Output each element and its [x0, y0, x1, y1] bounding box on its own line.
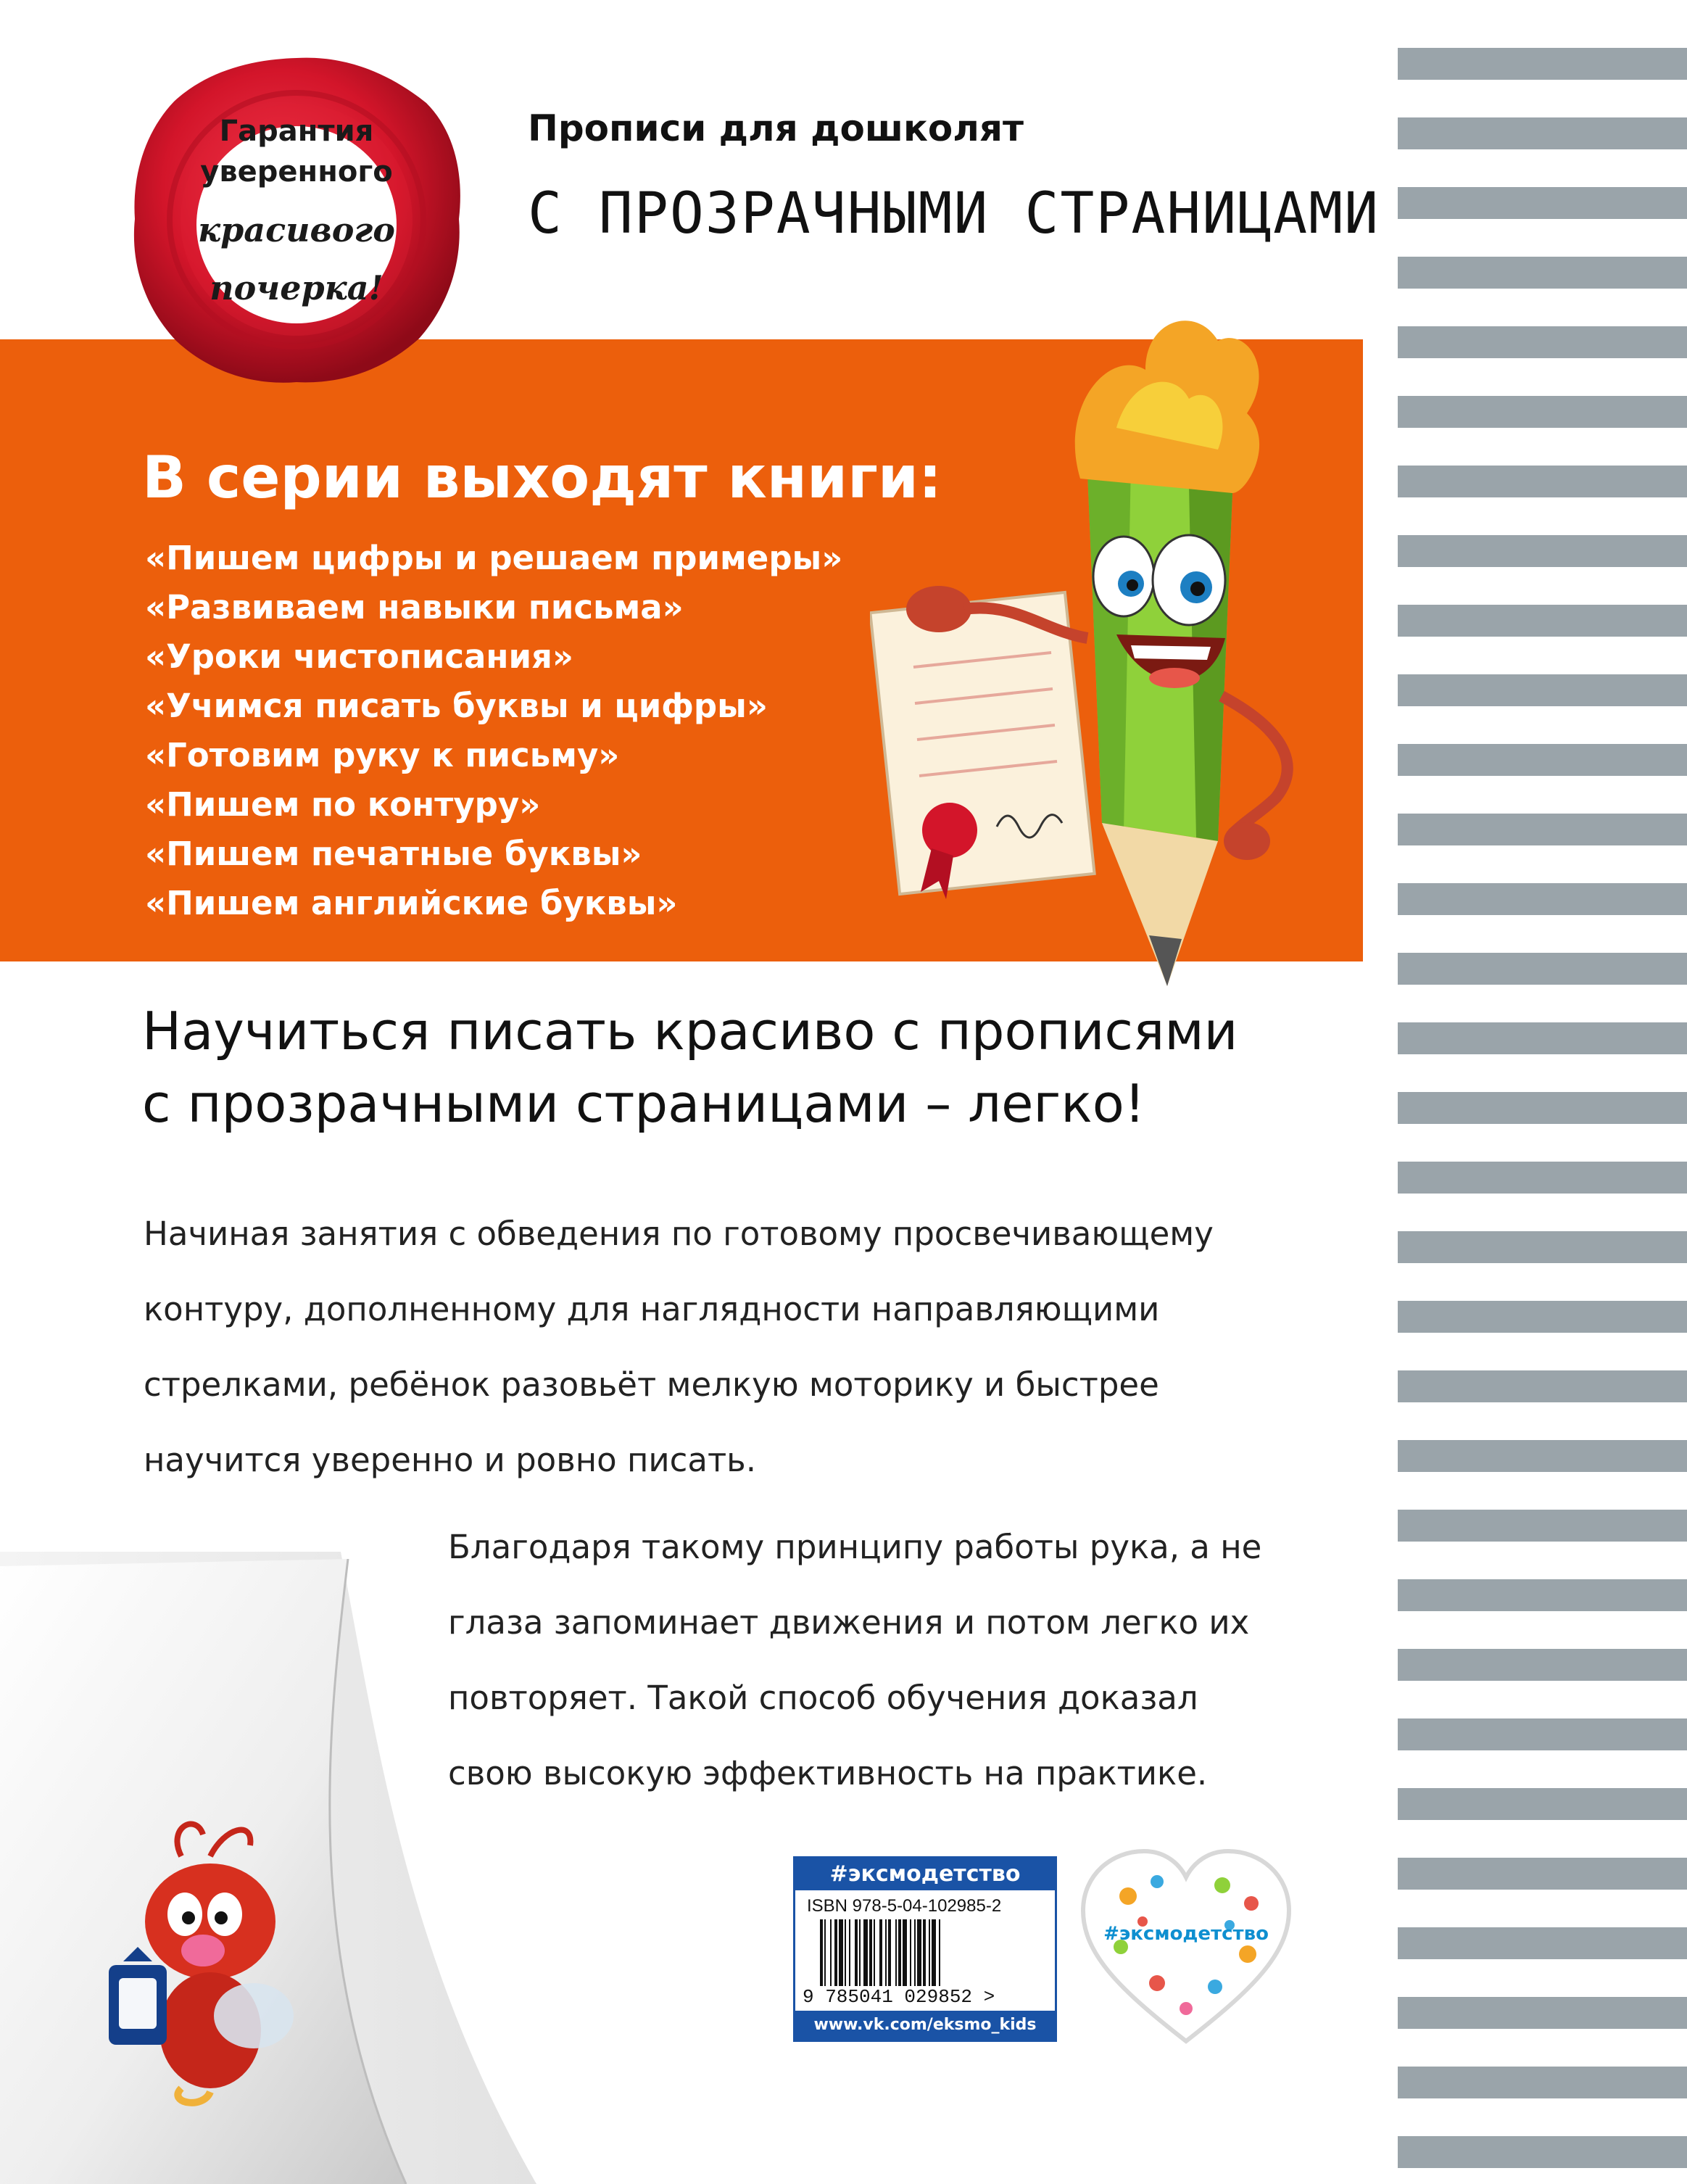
book-item: «Пишем по контуру»	[145, 785, 541, 824]
series-heading: В серии выходят книги:	[142, 444, 942, 511]
isbn-text: ISBN 978-5-04-102985-2	[807, 1896, 1002, 1916]
book-item: «Готовим руку к письму»	[145, 736, 620, 774]
stripe	[1398, 744, 1687, 776]
barcode-bar	[910, 1919, 911, 1986]
barcode-block	[793, 1856, 1057, 2042]
stripe	[1398, 187, 1687, 219]
stripe	[1398, 117, 1687, 149]
paragraph-line: повторяет. Такой способ обучения доказал	[448, 1679, 1198, 1717]
paragraph-line: глаза запоминает движения и потом легко их	[448, 1603, 1250, 1642]
stripe	[1398, 1927, 1687, 1959]
paragraph-line: научится уверенно и ровно писать.	[144, 1441, 757, 1479]
heart-tag: #эксмодетство	[1103, 1923, 1269, 1945]
stripe	[1398, 1579, 1687, 1611]
paragraph-line: Начиная занятия с обведения по готовому просвечивающему	[144, 1215, 1214, 1253]
stripe	[1398, 1231, 1687, 1263]
vk-url: www.vk.com/eksmo_kids	[795, 2011, 1055, 2040]
ant-mascot-icon	[94, 1813, 297, 2117]
stripe	[1398, 1370, 1687, 1402]
book-item: «Пишем английские буквы»	[145, 884, 678, 922]
barcode-bar	[939, 1919, 940, 1986]
barcode-bar	[888, 1919, 891, 1986]
stripe	[1398, 1301, 1687, 1333]
book-item: «Развиваем навыки письма»	[145, 588, 684, 626]
stripe	[1398, 535, 1687, 567]
barcode-number: 9 785041 029852 >	[803, 1986, 995, 2008]
stripe	[1398, 257, 1687, 289]
book-item: «Учимся писать буквы и цифры»	[145, 687, 768, 725]
barcode-bar	[863, 1919, 868, 1986]
paragraph-2	[448, 1510, 1261, 1811]
stripe	[1398, 1510, 1687, 1542]
barcode-bar	[932, 1919, 936, 1986]
barcode-bar	[885, 1919, 887, 1986]
barcode-bars	[817, 1919, 1035, 1986]
stripe	[1398, 1022, 1687, 1054]
certificate-icon	[870, 592, 1094, 899]
barcode-bar	[879, 1919, 882, 1986]
stripe	[1398, 1162, 1687, 1194]
striped-band	[1398, 0, 1687, 2184]
barcode-bar	[830, 1919, 832, 1986]
seal-line-4: почерка!	[210, 268, 384, 307]
barcode-bar	[923, 1919, 926, 1986]
stripe	[1398, 674, 1687, 706]
stripe	[1398, 1858, 1687, 1890]
stripe	[1398, 48, 1687, 80]
barcode-bar	[824, 1919, 826, 1986]
barcode-bar	[874, 1919, 875, 1986]
main-heading	[142, 995, 1238, 1140]
book-item: «Пишем печатные буквы»	[145, 835, 642, 873]
header-title: Прописи для дошколят	[528, 107, 1024, 149]
stripe	[1398, 1440, 1687, 1472]
barcode-bar	[903, 1919, 907, 1986]
paragraph-line: стрелками, ребёнок разовьёт мелкую моторику и быстрее	[144, 1365, 1159, 1404]
barcode-bar	[859, 1919, 861, 1986]
barcode-bar	[929, 1919, 930, 1986]
stripe	[1398, 2067, 1687, 2098]
stripe	[1398, 396, 1687, 428]
barcode-bar	[834, 1919, 837, 1986]
barcode-tag: #эксмодетство	[795, 1858, 1055, 1890]
stripe	[1398, 326, 1687, 358]
book-list	[145, 534, 842, 928]
barcode-bar	[895, 1919, 897, 1986]
paragraph-line: контуру, дополненному для наглядности направляющими	[144, 1290, 1160, 1328]
stripe	[1398, 814, 1687, 845]
barcode-bar	[898, 1919, 901, 1986]
main-heading-line: с прозрачными страницами – легко!	[142, 1073, 1145, 1134]
seal-line-2: уверенного	[200, 155, 393, 189]
main-heading-line: Научиться писать красиво с прописями	[142, 1001, 1238, 1062]
barcode-bar	[839, 1919, 843, 1986]
stripe	[1398, 883, 1687, 915]
paragraph-line: свою высокую эффективность на практике.	[448, 1754, 1208, 1792]
barcode-bar	[914, 1919, 916, 1986]
seal-line-1: Гарантия	[219, 115, 374, 148]
barcode-bar	[849, 1919, 850, 1986]
book-item: «Уроки чистописания»	[145, 637, 573, 676]
stripe	[1398, 605, 1687, 637]
barcode-bar	[869, 1919, 872, 1986]
stripe	[1398, 1788, 1687, 1820]
barcode-bar	[820, 1919, 823, 1986]
stripe	[1398, 1718, 1687, 1750]
stripe	[1398, 953, 1687, 985]
pencil-mascot-icon	[870, 290, 1334, 1008]
barcode-bar	[855, 1919, 858, 1986]
stripe	[1398, 1997, 1687, 2029]
stripe	[1398, 466, 1687, 497]
barcode-bar	[845, 1919, 846, 1986]
stripe	[1398, 1092, 1687, 1124]
stripe	[1398, 2136, 1687, 2168]
paragraph-line: Благодаря такому принципу работы рука, а не	[448, 1528, 1262, 1566]
paragraph-1	[144, 1196, 1214, 1498]
header-subtitle: С ПРОЗРАЧНЫМИ СТРАНИЦАМИ	[528, 181, 1380, 247]
heart-badge-icon	[1077, 1845, 1295, 2048]
barcode-bar	[917, 1919, 921, 1986]
seal-line-3: красивого	[197, 210, 395, 249]
stripe	[1398, 1649, 1687, 1681]
book-item: «Пишем цифры и решаем примеры»	[145, 539, 843, 577]
